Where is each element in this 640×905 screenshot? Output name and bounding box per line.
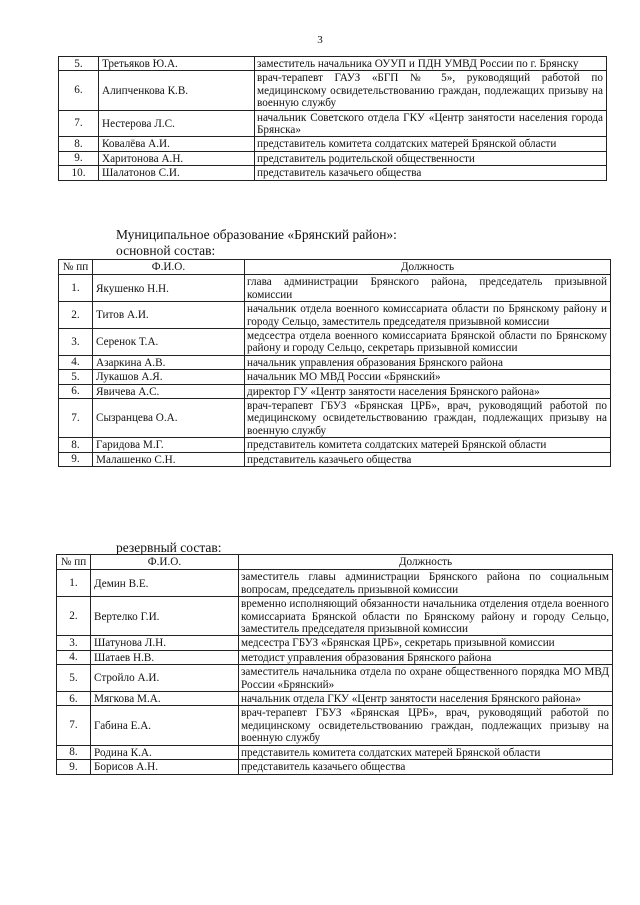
row-number: 2. — [57, 597, 91, 636]
member-position: начальник управления образования Брянского района — [245, 355, 611, 369]
member-position: представитель казачьего общества — [255, 166, 607, 180]
row-number: 8. — [59, 137, 99, 151]
row-number: 9. — [57, 760, 91, 774]
table-row — [59, 57, 607, 71]
row-number: 7. — [59, 110, 99, 137]
main-composition-table — [58, 259, 611, 467]
member-name: Демин В.Е. — [91, 570, 239, 597]
table-row — [59, 110, 607, 137]
member-position: начальник отдела ГКУ «Центр занятости населения Брянского района» — [239, 692, 613, 706]
row-number: 1. — [57, 570, 91, 597]
row-number: 1. — [59, 275, 93, 302]
member-name: Ковалёва А.И. — [99, 137, 255, 151]
member-position: глава администрации Брянского района, председатель призывной комиссии — [245, 275, 611, 302]
row-number: 8. — [59, 438, 93, 452]
table-row — [59, 166, 607, 180]
member-name: Борисов А.Н. — [91, 760, 239, 774]
member-position: заместитель главы администрации Брянского района по социальным вопросам, председатель призывной комиссии — [239, 570, 613, 597]
row-number: 6. — [57, 692, 91, 706]
section-subtitle-reserve: резервный состав: — [116, 540, 222, 555]
table-row — [59, 151, 607, 165]
member-name: Вертелко Г.И. — [91, 597, 239, 636]
member-name: Сызранцева О.А. — [93, 399, 245, 438]
header-name: Ф.И.О. — [93, 260, 245, 275]
member-name: Нестерова Л.С. — [99, 110, 255, 137]
header-name: Ф.И.О. — [91, 555, 239, 570]
member-position: представитель казачьего общества — [245, 452, 611, 466]
member-position: начальник отдела военного комиссариата области по Брянскому району и городу Сельцо, заместитель председателя призывной комиссии — [245, 302, 611, 329]
member-position: заместитель начальника ОУУП и ПДН УМВД России по г. Брянску — [255, 57, 607, 71]
table-row — [59, 275, 611, 302]
member-name: Явичева А.С. — [93, 384, 245, 398]
table-row — [59, 355, 611, 369]
member-position: методист управления образования Брянского района — [239, 650, 613, 664]
table-row — [57, 650, 613, 664]
table-row — [59, 137, 607, 151]
member-position: медсестра отдела военного комиссариата Брянской области по Брянскому району и городу Сельцо, секретарь призывной комиссии — [245, 329, 611, 356]
table-row — [59, 329, 611, 356]
table-row — [59, 370, 611, 384]
member-name: Якушенко Н.Н. — [93, 275, 245, 302]
header-position: Должность — [245, 260, 611, 275]
member-position: начальник МО МВД России «Брянский» — [245, 370, 611, 384]
reserve-composition-table — [56, 554, 613, 775]
member-name: Азаркина А.В. — [93, 355, 245, 369]
row-number: 5. — [59, 370, 93, 384]
section-title: Муниципальное образование «Брянский район»: — [116, 227, 397, 242]
member-position: врач-терапевт ГБУЗ «Брянская ЦРБ», врач, руководящий работой по медицинскому освидетельствованию граждан, подлежащих призыву на военную службу — [239, 706, 613, 745]
section-subtitle-main: основной состав: — [116, 243, 216, 258]
row-number: 9. — [59, 151, 99, 165]
row-number: 5. — [57, 665, 91, 692]
row-number: 6. — [59, 71, 99, 110]
member-position: представитель комитета солдатских матерей Брянской области — [245, 438, 611, 452]
row-number: 7. — [59, 399, 93, 438]
member-name: Родина К.А. — [91, 745, 239, 759]
table-row — [57, 665, 613, 692]
commission-table-continued — [58, 56, 607, 181]
row-number: 10. — [59, 166, 99, 180]
table-row — [57, 745, 613, 759]
row-number: 8. — [57, 745, 91, 759]
row-number: 6. — [59, 384, 93, 398]
member-name: Харитонова А.Н. — [99, 151, 255, 165]
member-name: Стройло А.И. — [91, 665, 239, 692]
member-name: Гаридова М.Г. — [93, 438, 245, 452]
row-number: 7. — [57, 706, 91, 745]
member-name: Мягкова М.А. — [91, 692, 239, 706]
table-row — [59, 302, 611, 329]
member-position: заместитель начальника отдела по охране общественного порядка МО МВД России «Брянский» — [239, 665, 613, 692]
table-row — [59, 71, 607, 110]
member-position: представитель комитета солдатских матерей Брянской области — [255, 137, 607, 151]
member-position: директор ГУ «Центр занятости населения Брянского района» — [245, 384, 611, 398]
member-position: представитель родительской общественности — [255, 151, 607, 165]
member-name: Габина Е.А. — [91, 706, 239, 745]
member-position: временно исполняющий обязанности начальника отделения отдела военного комиссариата Брянской области по Брянскому району и городу Сельцо, заместитель председателя призывной комиссии — [239, 597, 613, 636]
table-row — [59, 384, 611, 398]
table-row — [59, 438, 611, 452]
header-position: Должность — [239, 555, 613, 570]
table-row — [57, 570, 613, 597]
member-name: Третьяков Ю.А. — [99, 57, 255, 71]
header-num: № пп — [59, 260, 93, 275]
table-row — [57, 760, 613, 774]
member-name: Титов А.И. — [93, 302, 245, 329]
member-position: врач-терапевт ГАУЗ «БГП № 5», руководящий работой по медицинскому освидетельствованию граждан, подлежащих призыву на военную службу — [255, 71, 607, 110]
table-row — [57, 692, 613, 706]
member-name: Лукашов А.Я. — [93, 370, 245, 384]
table-row — [57, 636, 613, 650]
row-number: 3. — [59, 329, 93, 356]
member-name: Серенок Т.А. — [93, 329, 245, 356]
row-number: 4. — [57, 650, 91, 664]
table-row — [59, 452, 611, 466]
row-number: 4. — [59, 355, 93, 369]
member-position: представитель комитета солдатских матерей Брянской области — [239, 745, 613, 759]
row-number: 3. — [57, 636, 91, 650]
member-position: врач-терапевт ГБУЗ «Брянская ЦРБ», врач, руководящий работой по медицинскому освидетельствованию граждан, подлежащих призыву на военную службу — [245, 399, 611, 438]
member-position: начальник Советского отдела ГКУ «Центр занятости населения города Брянска» — [255, 110, 607, 137]
member-name: Шатунова Л.Н. — [91, 636, 239, 650]
table-header-row — [57, 555, 613, 570]
table-row — [59, 399, 611, 438]
page-number: 3 — [317, 34, 323, 46]
row-number: 2. — [59, 302, 93, 329]
table-header-row — [59, 260, 611, 275]
row-number: 9. — [59, 452, 93, 466]
member-name: Шалатонов С.И. — [99, 166, 255, 180]
table-row — [57, 706, 613, 745]
row-number: 5. — [59, 57, 99, 71]
member-name: Шатаев Н.В. — [91, 650, 239, 664]
member-name: Малашенко С.Н. — [93, 452, 245, 466]
header-num: № пп — [57, 555, 91, 570]
member-position: медсестра ГБУЗ «Брянская ЦРБ», секретарь призывной комиссии — [239, 636, 613, 650]
member-name: Алипченкова К.В. — [99, 71, 255, 110]
table-row — [57, 597, 613, 636]
member-position: представитель казачьего общества — [239, 760, 613, 774]
